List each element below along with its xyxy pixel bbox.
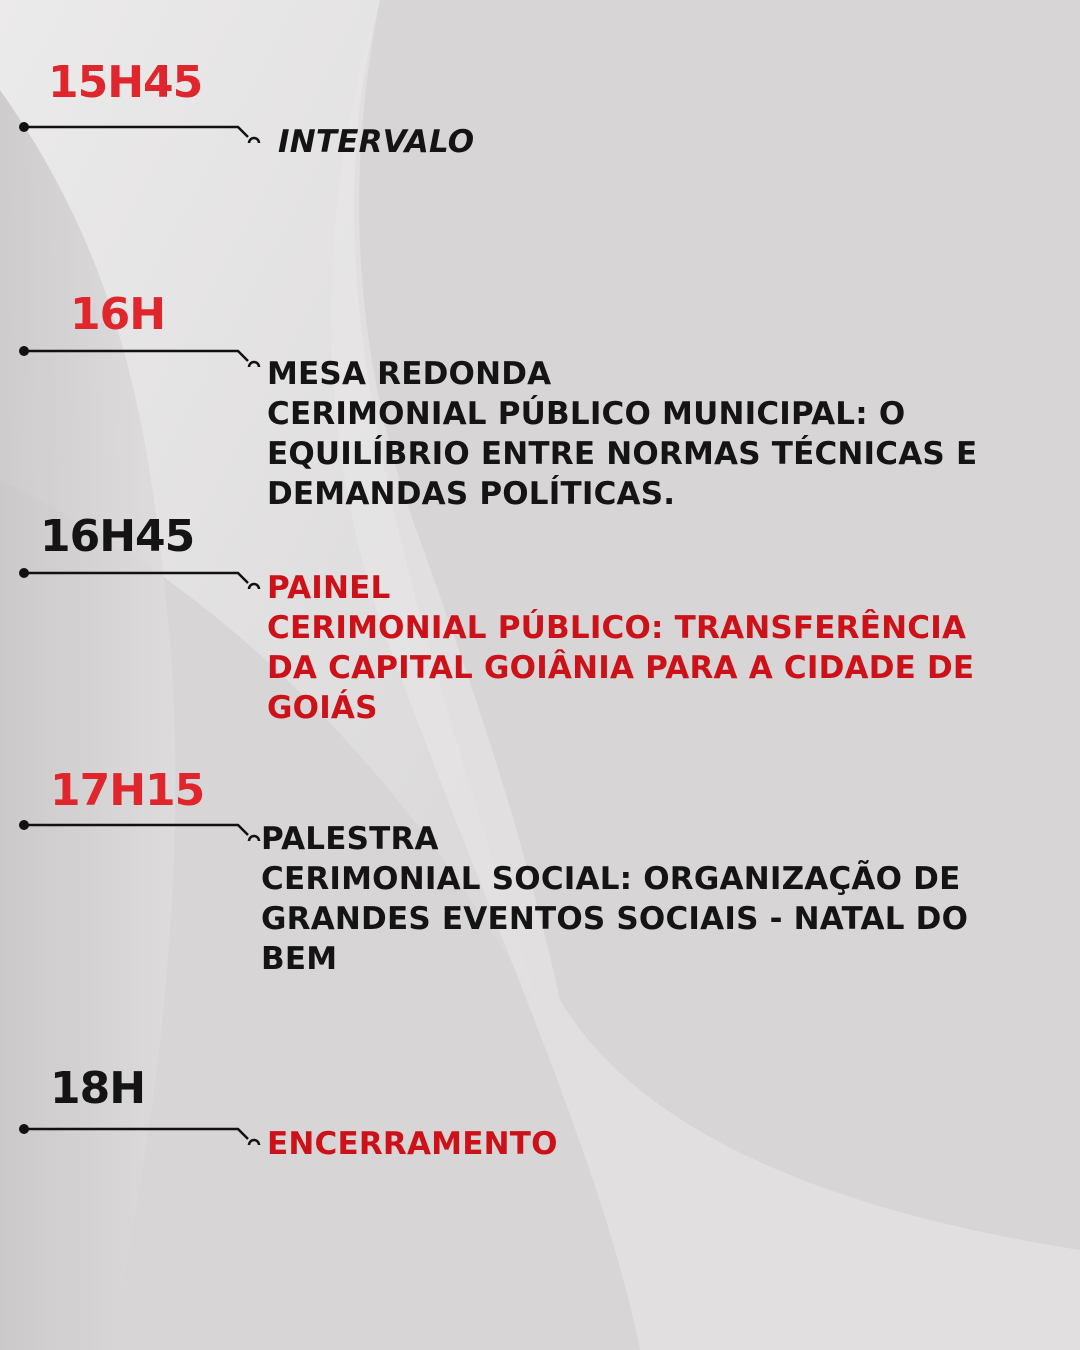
agenda-item-intervalo — [278, 122, 474, 162]
agenda-line: PALESTRA — [261, 821, 439, 857]
timeline-connector-icon — [16, 811, 266, 841]
timeline-connector-icon — [16, 113, 266, 143]
agenda-item-encerramento — [267, 1124, 558, 1164]
agenda-line: CERIMONIAL PÚBLICO MUNICIPAL: O — [267, 396, 906, 432]
agenda-line: PAINEL — [267, 570, 391, 606]
agenda-line: CERIMONIAL SOCIAL: ORGANIZAÇÃO DE — [261, 861, 961, 897]
agenda-item-painel — [267, 568, 974, 728]
time-label-18h: 18H — [50, 1063, 146, 1114]
time-label-1545: 15H45 — [48, 57, 203, 108]
timeline-connector-icon — [16, 1115, 266, 1145]
time-label-1645: 16H45 — [40, 511, 195, 562]
agenda-line: INTERVALO — [278, 124, 475, 160]
time-label-1715: 17H15 — [50, 765, 205, 816]
agenda-line: EQUILÍBRIO ENTRE NORMAS TÉCNICAS E — [267, 436, 978, 472]
agenda-line: BEM — [261, 941, 338, 977]
agenda-line: GRANDES EVENTOS SOCIAIS - NATAL DO — [261, 901, 969, 937]
agenda-item-palestra — [261, 819, 968, 979]
time-label-16h: 16H — [70, 289, 166, 340]
timeline-connector-icon — [16, 337, 266, 367]
agenda-line: GOIÁS — [267, 690, 378, 726]
agenda-line: ENCERRAMENTO — [267, 1126, 558, 1162]
agenda-line: CERIMONIAL PÚBLICO: TRANSFERÊNCIA — [267, 610, 967, 646]
agenda-line: DEMANDAS POLÍTICAS. — [267, 476, 676, 512]
agenda-item-mesa-redonda — [267, 354, 977, 514]
agenda-line: MESA REDONDA — [267, 356, 552, 392]
agenda-line: DA CAPITAL GOIÂNIA PARA A CIDADE DE — [267, 650, 975, 686]
timeline-connector-icon — [16, 559, 266, 589]
